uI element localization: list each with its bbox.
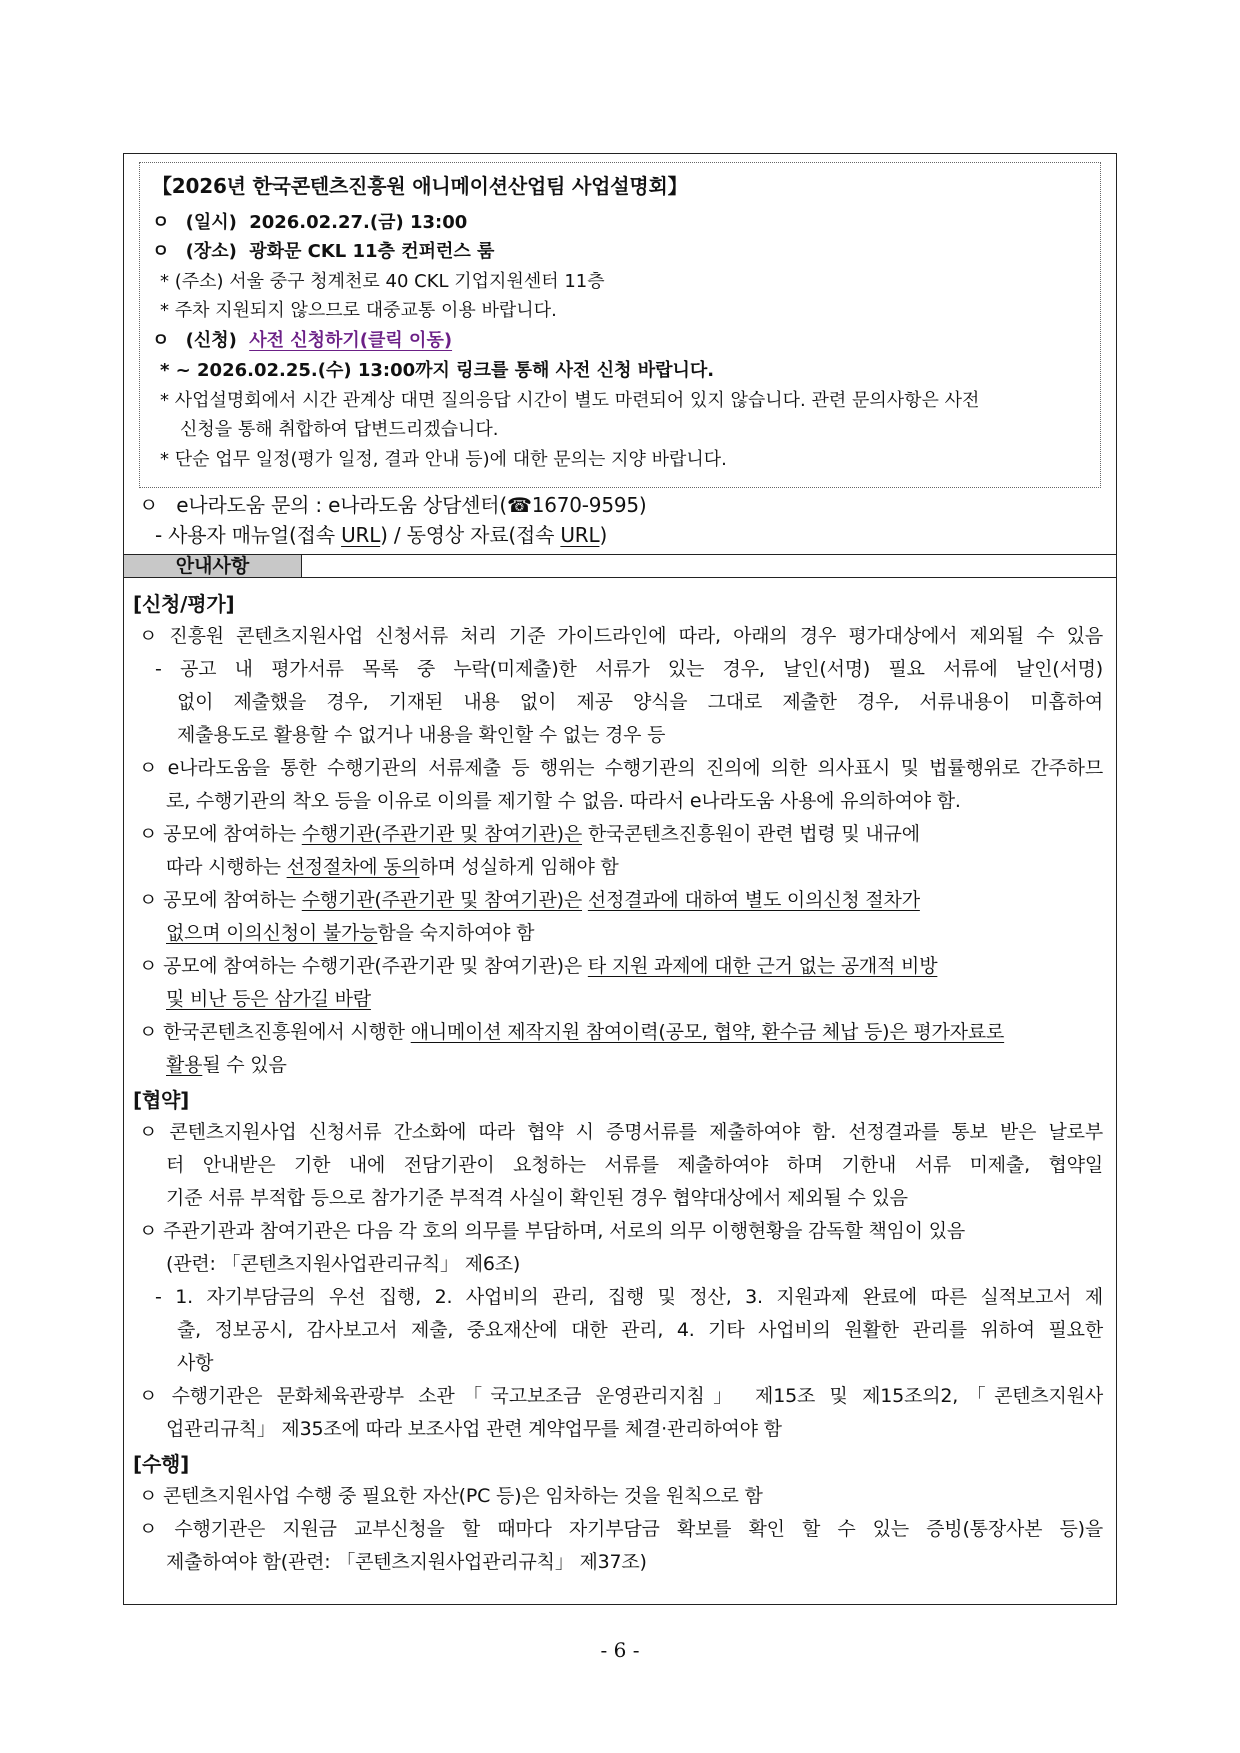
bullet: ㅇ — [152, 212, 170, 233]
date-value: 2026.02.27.(금) 13:00 — [249, 212, 468, 233]
apply-eval-line-12 — [166, 990, 371, 1009]
apply-eval-line-3: 없이 제출했을 경우, 기재된 내용 없이 제공 양식을 그대로 제출한 경우, 서류내용이 미흡하여 — [177, 691, 1103, 713]
apply-eval-line-13 — [139, 1023, 1004, 1042]
qa-note-line-1: * 사업설명회에서 시간 관계상 대면 질의응답 시간이 별도 마련되어 있지 않습니다. 관련 문의사항은 사전 — [160, 390, 980, 411]
section-label: 안내사항 — [124, 555, 302, 577]
apply-eval-line-2: - 공고 내 평가서류 목록 중 누락(미제출)한 서류가 있는 경우, 날인(서명) 필요 서류에 날인(서명) — [155, 658, 1103, 680]
enara-inquiry-text: e나라도움 문의 : e나라도움 상담센터( — [176, 493, 507, 517]
place-value: 광화문 CKL 11층 컨퍼런스 룸 — [249, 241, 495, 262]
agreement-line-3: 기준 서류 부적합 등으로 참가기준 부적격 사실이 확인된 경우 협약대상에서 제외될 수 있음 — [166, 1187, 908, 1209]
agreement-line-1: ㅇ 콘텐츠지원사업 신청서류 간소화에 따라 협약 시 증명서류를 제출하여야 함. 선정결과를 통보 받은 날로부 — [139, 1121, 1103, 1143]
apply-label: (신청) — [185, 330, 237, 351]
apply-eval-line-5: ㅇ e나라도움을 통한 수행기관의 서류제출 등 행위는 수행기관의 진의에 의한 의사표시 및 법률행위로 간주하므 — [139, 757, 1103, 779]
heading-apply-eval: [신청/평가] — [133, 592, 235, 616]
deadline-note: * ~ 2026.02.25.(수) 13:00까지 링크를 통해 사전 신청 바랍니다. — [160, 360, 715, 381]
agreement-line-2: 터 안내받은 기한 내에 전담기관이 요청하는 서류를 제출하여야 하며 기한내 서류 미제출, 협약일 — [166, 1154, 1103, 1176]
apply-eval-line-6: 로, 수행기관의 착오 등을 이유로 이의를 제기할 수 없음. 따라서 e나라도움 사용에 유의하여야 함. — [166, 790, 961, 812]
section-header-bar — [124, 554, 1116, 578]
agreement-line-4: ㅇ 주관기관과 참여기관은 다음 각 호의 의무를 부담하며, 서로의 의무 이행현황을 감독할 책임이 있음 — [139, 1220, 966, 1242]
underlined-text: 애니메이션 제작지원 참여이력(공모, 협약, 환수금 체납 등)은 평가자료로 — [410, 1021, 1005, 1043]
agreement-line-6: - 1. 자기부담금의 우선 집행, 2. 사업비의 관리, 집행 및 정산, 3. 지원과제 완료에 따른 실적보고서 제 — [155, 1286, 1103, 1308]
agreement-line-5: (관련: 「콘텐츠지원사업관리규칙」 제6조) — [166, 1253, 521, 1275]
apply-eval-line-11 — [139, 957, 937, 976]
underlined-text: 선정결과에 대하여 별도 이의신청 절차가 — [587, 889, 920, 911]
agreement-line-7: 출, 정보공시, 감사보고서 제출, 중요재산에 대한 관리, 4. 기타 사업비의 원활한 관리를 위하여 필요한 — [177, 1319, 1103, 1341]
bullet: ㅇ — [139, 493, 159, 517]
place-label: (장소) — [185, 241, 237, 262]
agreement-line-10: 업관리규칙」 제35조에 따라 보조사업 관련 계약업무를 체결·관리하여야 함 — [166, 1418, 782, 1440]
text: 될 수 있음 — [202, 1054, 287, 1076]
briefing-date — [152, 214, 467, 232]
underlined-text: 타 지원 과제에 대한 근거 없는 공개적 비방 — [587, 955, 938, 977]
briefing-place — [152, 243, 494, 261]
apply-eval-line-10 — [166, 924, 534, 943]
underlined-text: 및 비난 등은 삼가길 바람 — [166, 988, 371, 1010]
text: ㅇ 공모에 참여하는 — [139, 823, 302, 845]
phone-icon: ☎ — [506, 493, 532, 517]
simple-inquiry-note: * 단순 업무 일정(평가 일정, 결과 안내 등)에 대한 문의는 지양 바랍니다. — [160, 449, 727, 470]
manual-prefix: - 사용자 매뉴얼(접속 — [155, 523, 342, 547]
heading-execution: [수행] — [133, 1452, 190, 1476]
execution-line-3: 제출하여야 함(관련: 「콘텐츠지원사업관리규칙」 제37조) — [166, 1551, 647, 1573]
apply-eval-line-4: 제출용도로 활용할 수 없거나 내용을 확인할 수 없는 경우 등 — [177, 724, 666, 746]
text: 따라 시행하는 — [166, 856, 287, 878]
enara-inquiry — [139, 495, 647, 515]
heading-agreement: [협약] — [133, 1088, 190, 1112]
execution-line-2: ㅇ 수행기관은 지원금 교부신청을 할 때마다 자기부담금 확보를 확인 할 수 있는 증빙(통장사본 등)을 — [139, 1518, 1103, 1540]
enara-manual — [155, 525, 607, 545]
briefing-apply — [152, 332, 452, 350]
underlined-text: 없으며 이의신청이 불가능 — [166, 922, 378, 944]
parking-note: * 주차 지원되지 않으므로 대중교통 이용 바랍니다. — [160, 300, 557, 321]
apply-link[interactable]: 사전 신청하기(클릭 이동) — [249, 330, 453, 351]
enara-phone: 1670-9595) — [531, 493, 647, 517]
agreement-line-8: 사항 — [177, 1352, 214, 1374]
text: ㅇ 한국콘텐츠진흥원에서 시행한 — [139, 1021, 411, 1043]
date-label: (일시) — [185, 212, 237, 233]
manual-mid: ) / 동영상 자료(접속 — [380, 523, 561, 547]
apply-eval-line-14 — [166, 1056, 287, 1075]
bullet: ㅇ — [152, 330, 170, 351]
text: 함을 숙지하여야 함 — [377, 922, 535, 944]
video-url-link[interactable]: URL — [560, 523, 600, 547]
manual-suffix: ) — [599, 523, 608, 547]
apply-eval-line-8 — [166, 858, 619, 877]
apply-eval-line-7 — [139, 825, 920, 844]
underlined-text: 활용 — [166, 1054, 203, 1076]
text: 하며 성실하게 임해야 함 — [419, 856, 619, 878]
text: ㅇ 공모에 참여하는 — [139, 889, 302, 911]
bullet: ㅇ — [152, 241, 170, 262]
text: 한국콘텐츠진흥원이 관련 법령 및 내규에 — [582, 823, 920, 845]
apply-eval-line-9 — [139, 891, 920, 910]
apply-eval-line-1: ㅇ 진흥원 콘텐츠지원사업 신청서류 처리 기준 가이드라인에 따라, 아래의 경우 평가대상에서 제외될 수 있음 — [139, 625, 1103, 647]
address-note: * (주소) 서울 중구 청계천로 40 CKL 기업지원센터 11층 — [160, 271, 605, 292]
manual-url-link[interactable]: URL — [341, 523, 381, 547]
underlined-text: 수행기관(주관기관 및 참여기관)은 — [301, 823, 583, 845]
underlined-text: 수행기관(주관기관 및 참여기관)은 — [301, 889, 583, 911]
page-number: - 6 - — [600, 1638, 640, 1662]
execution-line-1: ㅇ 콘텐츠지원사업 수행 중 필요한 자산(PC 등)은 임차하는 것을 원칙으로 함 — [139, 1485, 763, 1507]
qa-note-line-2: 신청을 통해 취합하여 답변드리겠습니다. — [180, 419, 499, 440]
briefing-title: 【2026년 한국콘텐츠진흥원 애니메이션산업팀 사업설명회】 — [152, 174, 688, 198]
agreement-line-9: ㅇ 수행기관은 문화체육관광부 소관「국고보조금 운영관리지침」 제15조 및 제15조의2,「콘텐츠지원사 — [139, 1385, 1103, 1407]
text: ㅇ 공모에 참여하는 수행기관(주관기관 및 참여기관)은 — [139, 955, 588, 977]
underlined-text: 선정절차에 동의 — [286, 856, 420, 878]
